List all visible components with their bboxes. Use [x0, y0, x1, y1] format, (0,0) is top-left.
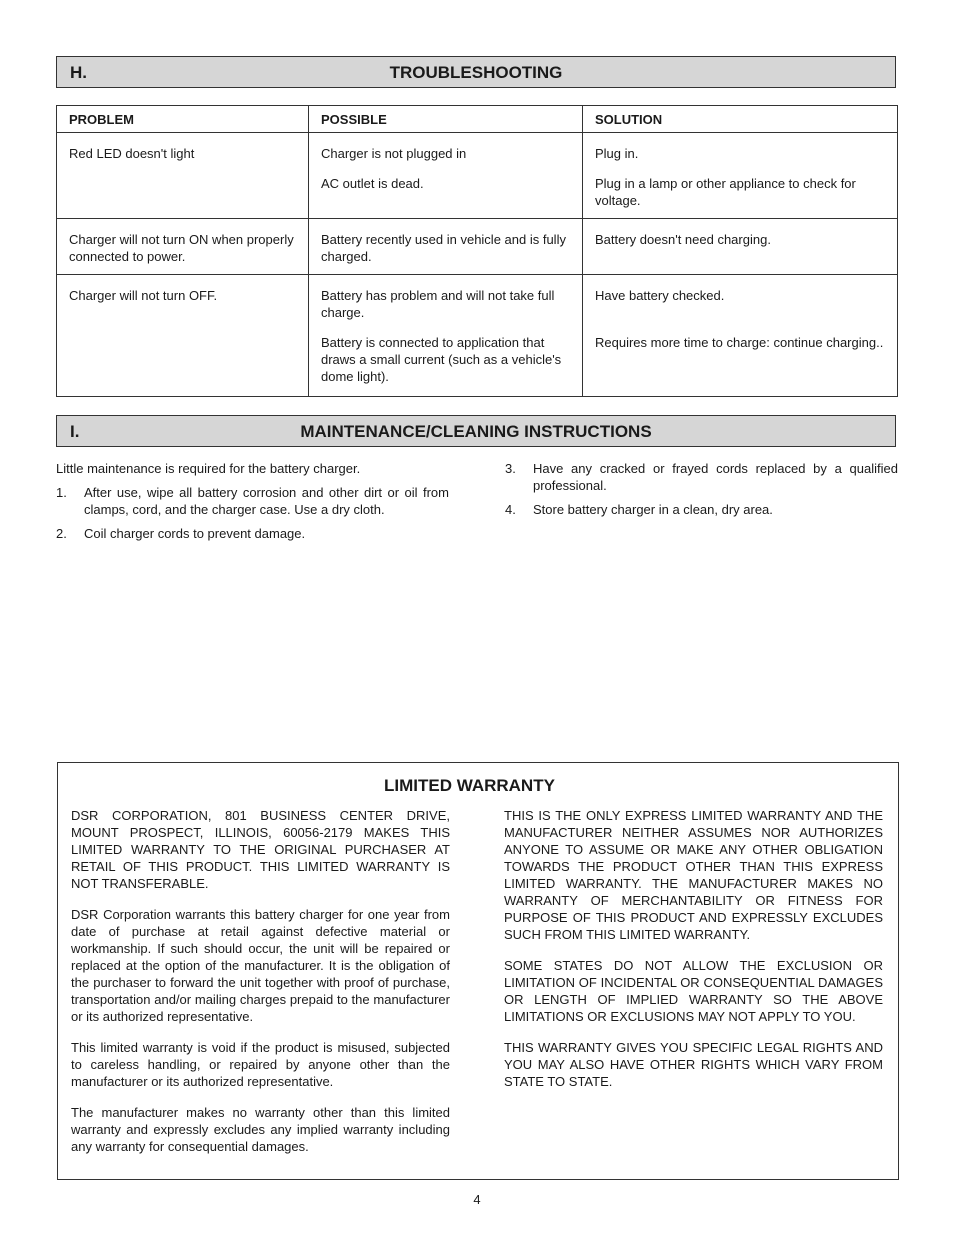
column-header-solution: SOLUTION: [583, 106, 898, 133]
item-number: 2.: [56, 526, 67, 541]
column-header-problem: PROBLEM: [57, 106, 309, 133]
problem-text: Charger will not turn ON when properly connected to power.: [69, 232, 294, 264]
item-text: Store battery charger in a clean, dry area.: [533, 502, 773, 517]
warranty-paragraph: The manufacturer makes no warranty other than this limited warranty and expressly excludes any implied warranty including any warranty for consequential damages.: [71, 1105, 450, 1154]
possible-cell: [309, 133, 583, 219]
table-row: [57, 133, 898, 219]
section-title: MAINTENANCE/CLEANING INSTRUCTIONS: [300, 422, 652, 441]
possible-text: Battery recently used in vehicle and is fully charged.: [321, 232, 566, 264]
warranty-left-column: [71, 807, 450, 1169]
possible-cell: [309, 219, 583, 275]
item-number: 4.: [505, 502, 516, 517]
problem-cell: [57, 133, 309, 219]
possible-cell: [309, 275, 583, 397]
list-item: [56, 525, 449, 542]
problem-text: Red LED doesn't light: [69, 146, 195, 161]
item-number: 3.: [505, 461, 516, 476]
item-text: Have any cracked or frayed cords replaced by a qualified professional.: [533, 461, 898, 493]
possible-text: Battery is connected to application that draws a small current (such as a vehicle's dome light).: [321, 335, 562, 384]
warranty-title: LIMITED WARRANTY: [384, 776, 555, 795]
item-number: 1.: [56, 485, 67, 500]
maintenance-header: [56, 415, 896, 447]
warranty-paragraph: This limited warranty is void if the product is misused, subjected to careless handling, or repaired by anyone other than the manufacturer or its authorized representative.: [71, 1040, 450, 1089]
warranty-paragraph: SOME STATES DO NOT ALLOW THE EXCLUSION OR LIMITATION OF INCIDENTAL OR CONSEQUENTIAL DAMAGES OR LENGTH OF IMPLIED WARRANTY SO THE ABOVE LIMITATIONS OR EXCLUSIONS MAY NOT APPLY TO YOU.: [504, 958, 883, 1024]
warranty-paragraph: THIS WARRANTY GIVES YOU SPECIFIC LEGAL RIGHTS AND YOU MAY ALSO HAVE OTHER RIGHTS WHICH VARY FROM STATE TO STATE.: [504, 1040, 883, 1089]
solution-text: Requires more time to charge: continue charging..: [595, 335, 884, 350]
problem-cell: [57, 275, 309, 397]
maintenance-right-column: [505, 460, 898, 525]
column-header-possible: POSSIBLE: [309, 106, 583, 133]
maintenance-left-column: [56, 460, 449, 549]
table-header-row: [57, 106, 898, 133]
maintenance-intro: Little maintenance is required for the battery charger.: [56, 461, 361, 476]
section-letter: I.: [70, 422, 80, 441]
solution-cell: [583, 275, 898, 397]
section-title: TROUBLESHOOTING: [389, 63, 563, 82]
warranty-paragraph: DSR CORPORATION, 801 BUSINESS CENTER DRIVE, MOUNT PROSPECT, ILLINOIS, 60056-2179 MAKES THIS LIMITED WARRANTY TO THE ORIGINAL PURCHASER AT RETAIL OF THIS PRODUCT. THIS LIMITED WARRANTY IS NOT TRANSFERABLE.: [71, 808, 450, 891]
possible-text: Charger is not plugged in: [321, 146, 467, 161]
solution-text: Plug in.: [595, 146, 639, 161]
solution-text: Battery doesn't need charging.: [595, 232, 771, 247]
problem-cell: [57, 219, 309, 275]
troubleshooting-table: [56, 105, 898, 397]
warranty-paragraph: THIS IS THE ONLY EXPRESS LIMITED WARRANTY AND THE MANUFACTURER NEITHER ASSUMES NOR AUTHORIZES ANYONE TO ASSUME OR MAKE ANY OTHER OBLIGATION TOWARDS THE PRODUCT OTHER THAN THIS EXPRESS LIMITED WARRANTY. THE MANUFACTURER MAKES NO WARRANTY OF MERCHANTABILITY OR FITNESS FOR PURPOSE OF THIS PRODUCT AND EXPRESSLY EXCLUDES SUCH FROM THIS LIMITED WARRANTY.: [504, 808, 883, 942]
list-item: [56, 484, 449, 518]
solution-text: Have battery checked.: [595, 288, 725, 303]
solution-cell: [583, 219, 898, 275]
troubleshooting-header: [56, 56, 896, 88]
warranty-paragraph: DSR Corporation warrants this battery charger for one year from date of purchase at retail against defective material or workmanship. If such should occur, the unit will be repaired or replaced at the option of the manufacturer. It is the obligation of the purchaser to forward the unit together with proof of purchase, transportation and/or mailing charges prepaid to the manufacturer or its authorized representative.: [71, 907, 450, 1024]
possible-text: Battery has problem and will not take full charge.: [321, 288, 555, 320]
page-number: 4: [473, 1192, 481, 1207]
table-row: [57, 219, 898, 275]
limited-warranty-box: [57, 762, 899, 1180]
table-row: [57, 275, 898, 397]
possible-text: AC outlet is dead.: [321, 176, 424, 191]
solution-cell: [583, 133, 898, 219]
section-letter: H.: [70, 63, 87, 82]
list-item: [505, 501, 898, 518]
problem-text: Charger will not turn OFF.: [69, 288, 218, 303]
item-text: Coil charger cords to prevent damage.: [84, 526, 306, 541]
list-item: [505, 460, 898, 494]
warranty-right-column: [504, 807, 883, 1104]
solution-text: Plug in a lamp or other appliance to check for voltage.: [595, 176, 856, 208]
item-text: After use, wipe all battery corrosion and other dirt or oil from clamps, cord, and the charger case. Use a dry cloth.: [84, 485, 449, 517]
